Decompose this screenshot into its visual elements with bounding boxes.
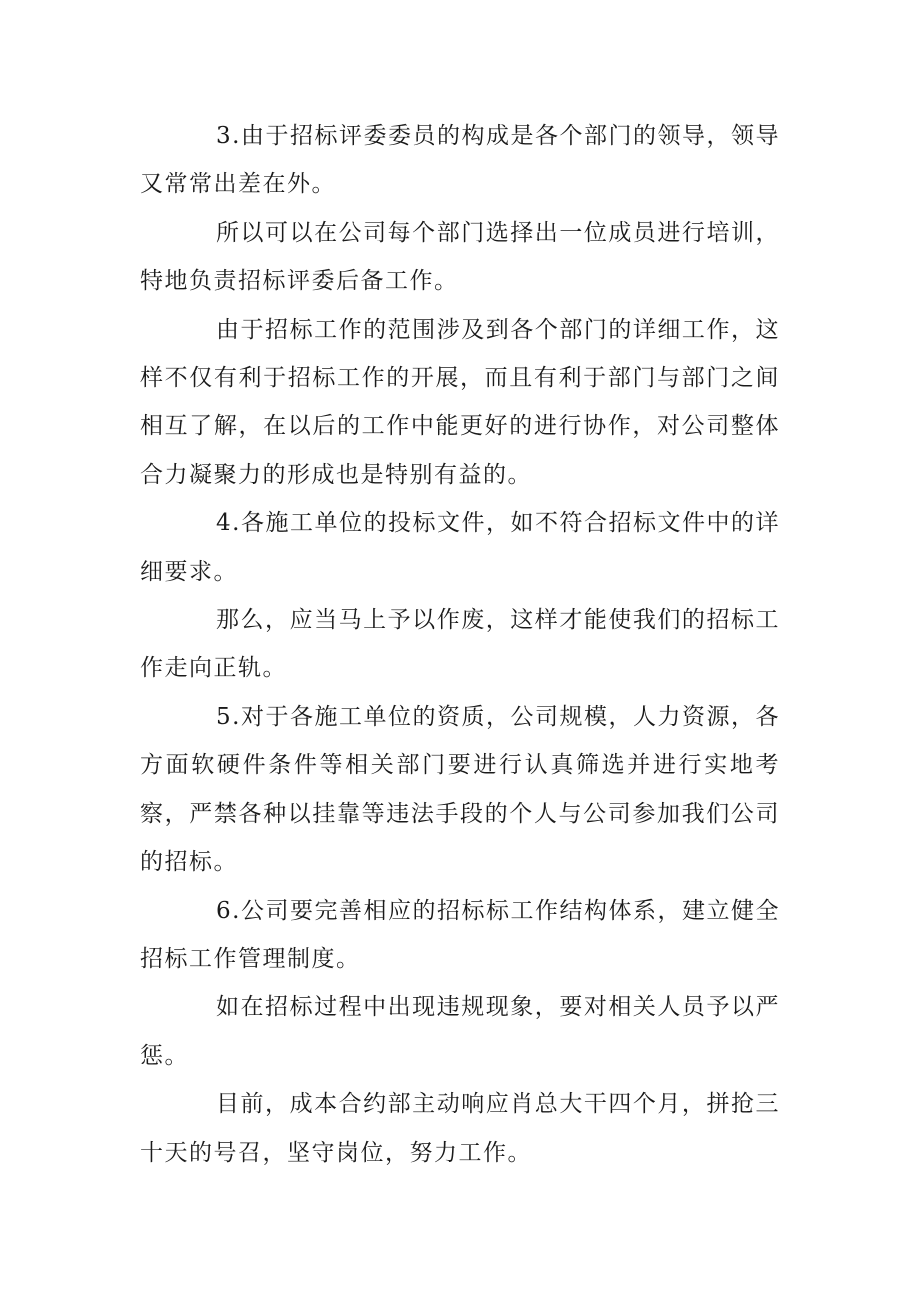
paragraph-invalidation: 那么，应当马上予以作废，这样才能使我们的招标工作走向正轨。 [140, 607, 780, 682]
paragraph-current-status: 目前，成本合约部主动响应肖总大干四个月，拼抢三十天的号召，坚守岗位，努力工作。 [140, 1091, 780, 1166]
paragraph-item-6: 6.公司要完善相应的招标标工作结构体系，建立健全招标工作管理制度。 [140, 897, 780, 972]
paragraph-cooperation-benefit: 由于招标工作的范围涉及到各个部门的详细工作，这样不仅有利于招标工作的开展，而且有利于部门与部门之间相互了解，在以后的工作中能更好的进行协作，对公司整体合力凝聚力的形成也是特别有益的。 [140, 316, 780, 488]
paragraph-item-3: 3.由于招标评委委员的构成是各个部门的领导，领导又常常出差在外。 [140, 123, 780, 198]
paragraph-item-4: 4.各施工单位的投标文件，如不符合招标文件中的详细要求。 [140, 510, 780, 585]
paragraph-item-5: 5.对于各施工单位的资质，公司规模，人力资源，各方面软硬件条件等相关部门要进行认真筛选并进行实地考察，严禁各种以挂靠等违法手段的个人与公司参加我们公司的招标。 [140, 703, 780, 876]
paragraph-violation-penalty: 如在招标过程中出现违规现象，要对相关人员予以严惩。 [140, 994, 780, 1069]
document-page [140, 112, 780, 1177]
paragraph-committee-backup: 所以可以在公司每个部门选择出一位成员进行培训，特地负责招标评委后备工作。 [140, 219, 780, 295]
